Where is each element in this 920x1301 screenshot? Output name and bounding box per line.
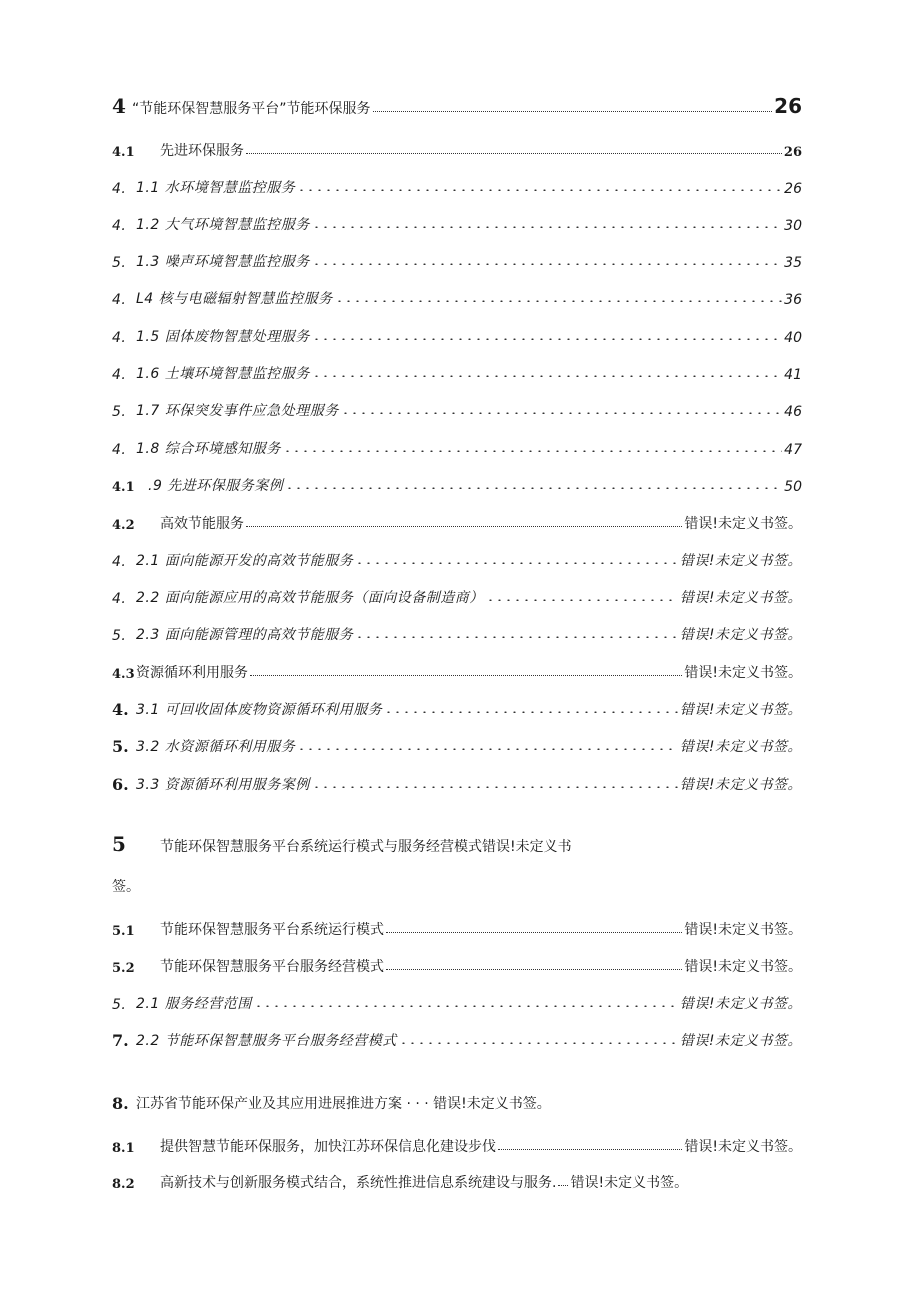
toc-label: 1.6 土壤环境智慧监控服务 bbox=[136, 366, 310, 382]
toc-page-number: 46 bbox=[784, 404, 802, 420]
toc-entry-4-3-3[interactable] bbox=[112, 768, 802, 794]
dot-leader bbox=[250, 675, 682, 676]
toc-number: 4. bbox=[112, 218, 127, 234]
toc-entry-4-1[interactable] bbox=[112, 134, 802, 160]
toc-entry-4-2[interactable] bbox=[112, 507, 802, 533]
toc-number: 5. bbox=[112, 737, 129, 756]
dot-leader bbox=[384, 711, 678, 713]
dot-leader bbox=[386, 969, 682, 970]
toc-label: 1.1 水环境智慧监控服务 bbox=[136, 180, 296, 196]
dot-leader bbox=[399, 1042, 678, 1044]
toc-entry-4-2-1[interactable] bbox=[112, 544, 802, 570]
toc-label: L4 核与电磁辐射智慧监控服务 bbox=[136, 291, 333, 307]
toc-number: 4 bbox=[112, 94, 126, 118]
toc-page-number: 36 bbox=[784, 292, 802, 308]
dot-leader bbox=[355, 636, 678, 638]
toc-label: 节能环保智慧服务平台系统运行模式与服务经营模式错误!未定义书 bbox=[160, 839, 572, 855]
toc-label: 2.3 面向能源管理的高效节能服务 bbox=[136, 627, 354, 643]
toc-entry-5-2-2[interactable] bbox=[112, 1024, 802, 1050]
toc-entry-4-1-7[interactable] bbox=[112, 394, 802, 420]
dot-leader bbox=[297, 189, 782, 191]
dot-leader bbox=[297, 748, 678, 750]
toc-label: 1.2 大气环境智慧监控服务 bbox=[136, 217, 310, 233]
toc-label: .9 先进环保服务案例 bbox=[148, 478, 284, 494]
dot-leader bbox=[355, 562, 678, 564]
toc-page-error: 错误!未定义书签。 bbox=[679, 777, 802, 793]
toc-label: 2.1 服务经营范围 bbox=[136, 996, 252, 1012]
toc-entry-5-2[interactable] bbox=[112, 950, 802, 976]
dot-leader bbox=[498, 1149, 682, 1150]
toc-page-number: 30 bbox=[784, 218, 802, 234]
toc-page-number: 40 bbox=[784, 330, 802, 346]
dot-leader bbox=[285, 487, 782, 489]
toc-entry-4-2-3[interactable] bbox=[112, 618, 802, 644]
toc-label: 1.3 噪声环境智慧监控服务 bbox=[136, 254, 310, 270]
dot-leader bbox=[312, 786, 678, 788]
dot-leader bbox=[335, 300, 783, 302]
toc-entry-4-1-9[interactable] bbox=[112, 469, 802, 495]
toc-entry-chapter-4[interactable] bbox=[112, 88, 802, 118]
toc-entry-8-1[interactable] bbox=[112, 1130, 802, 1156]
toc-label: 高效节能服务 bbox=[160, 516, 244, 532]
toc-page-number: 26 bbox=[783, 145, 802, 160]
toc-page-error: 错误!未定义书签。 bbox=[679, 627, 802, 643]
toc-page-number: 50 bbox=[784, 479, 802, 495]
toc-page-error: 错误!未定义书签。 bbox=[679, 739, 802, 755]
toc-page-error: 错误!未定义书签。 bbox=[679, 553, 802, 569]
toc-entry-chapter-8[interactable] bbox=[112, 1087, 802, 1113]
toc-entry-4-1-1[interactable] bbox=[112, 171, 802, 197]
toc-page-number: 47 bbox=[784, 442, 802, 458]
toc-number: 5 bbox=[112, 832, 126, 856]
toc-page-number: 41 bbox=[784, 367, 802, 383]
toc-number: 4. bbox=[112, 181, 127, 197]
toc-label: 3.3 资源循环利用服务案例 bbox=[136, 777, 310, 793]
toc-number: 4.2 bbox=[112, 518, 135, 533]
toc-number: 8.1 bbox=[112, 1141, 135, 1156]
dot-leader bbox=[558, 1185, 568, 1186]
toc-number: 4. bbox=[112, 367, 127, 383]
toc-page-error: 错误!未定义书签。 bbox=[684, 516, 802, 532]
dot-leader bbox=[373, 111, 773, 112]
toc-label: “节能环保智慧服务平台”节能环保服务 bbox=[132, 101, 371, 117]
toc-entry-chapter-5[interactable] bbox=[112, 830, 802, 856]
dot-leader bbox=[283, 450, 782, 452]
toc-entry-4-3[interactable] bbox=[112, 656, 802, 682]
toc-page-error: 错误!未定义书签。 bbox=[684, 959, 802, 975]
dot-leader bbox=[341, 412, 782, 414]
toc-label: 提供智慧节能环保服务，加快江苏环保信息化建设步伐 bbox=[160, 1139, 496, 1155]
toc-page-error: 错误!未定义书签。 bbox=[679, 996, 802, 1012]
toc-number: 4. bbox=[112, 591, 127, 607]
toc-number: 4. bbox=[112, 700, 129, 719]
toc-label: 节能环保智慧服务平台服务经营模式 bbox=[160, 959, 384, 975]
toc-entry-4-1-5[interactable] bbox=[112, 320, 802, 346]
toc-page-error: 错误!未定义书签。 bbox=[679, 702, 802, 718]
dot-leader bbox=[312, 263, 782, 265]
toc-label: 先进环保服务 bbox=[160, 143, 244, 159]
toc-entry-4-1-2[interactable] bbox=[112, 208, 802, 234]
toc-label: 资源循环利用服务 bbox=[136, 665, 248, 681]
toc-label: 2.2 面向能源应用的高效节能服务（面向设备制造商） bbox=[136, 590, 484, 606]
toc-number: 7. bbox=[112, 1031, 129, 1050]
toc-number: 4. bbox=[112, 330, 127, 346]
toc-label: 节能环保智慧服务平台系统运行模式 bbox=[160, 922, 384, 938]
toc-label: 3.2 水资源循环利用服务 bbox=[136, 739, 296, 755]
toc-number: 4. bbox=[112, 442, 127, 458]
toc-page-error: 错误!未定义书签。 bbox=[679, 590, 802, 606]
toc-entry-4-3-1[interactable] bbox=[112, 693, 802, 719]
toc-entry-4-3-2[interactable] bbox=[112, 730, 802, 756]
toc-number: 5.1 bbox=[112, 924, 135, 939]
toc-number: 4. bbox=[112, 292, 127, 308]
toc-page-error: 错误!未定义书签。 bbox=[679, 1033, 802, 1049]
toc-entry-4-2-2[interactable] bbox=[112, 581, 802, 607]
toc-label: 高新技术与创新服务模式结合，系统性推进信息系统建设与服务. bbox=[160, 1175, 557, 1191]
toc-entry-4-1-4[interactable] bbox=[112, 282, 802, 308]
toc-entry-4-1-6[interactable] bbox=[112, 357, 802, 383]
toc-number: 5. bbox=[112, 255, 127, 271]
toc-number: 5. bbox=[112, 404, 127, 420]
toc-number: 6. bbox=[112, 775, 129, 794]
toc-number: 4.1 bbox=[112, 145, 135, 160]
dot-leader bbox=[246, 153, 782, 154]
toc-page-error: 错误!未定义书签。 bbox=[684, 922, 802, 938]
toc-number: 5.2 bbox=[112, 961, 135, 976]
dot-leader bbox=[254, 1005, 678, 1007]
toc-label: 3.1 可回收固体废物资源循环利用服务 bbox=[136, 702, 383, 718]
toc-entry-4-1-3[interactable] bbox=[112, 245, 802, 271]
toc-label: 2.2 节能环保智慧服务平台服务经营模式 bbox=[136, 1033, 397, 1049]
toc-entry-4-1-8[interactable] bbox=[112, 432, 802, 458]
toc-label-continuation: 签。 bbox=[112, 879, 140, 895]
toc-number: 4.1 bbox=[112, 480, 135, 495]
toc-number: 4. bbox=[112, 554, 127, 570]
toc-label: 2.1 面向能源开发的高效节能服务 bbox=[136, 553, 354, 569]
dot-leader bbox=[486, 599, 678, 601]
toc-label: 江苏省节能环保产业及其应用进展推进方案 · · · 错误!未定义书签。 bbox=[136, 1096, 551, 1112]
toc-number: 5. bbox=[112, 997, 127, 1013]
toc-label: 1.8 综合环境感知服务 bbox=[136, 441, 281, 457]
toc-entry-8-2[interactable] bbox=[112, 1166, 742, 1192]
toc-entry-5-1[interactable] bbox=[112, 913, 802, 939]
dot-leader bbox=[386, 932, 682, 933]
toc-page-number: 26 bbox=[784, 181, 802, 197]
toc-page-error: 错误!未定义书签。 bbox=[570, 1175, 689, 1191]
toc-page-number: 26 bbox=[774, 94, 802, 118]
dot-leader bbox=[312, 226, 782, 228]
toc-number: 8. bbox=[112, 1094, 129, 1113]
toc-page-number: 35 bbox=[784, 255, 802, 271]
toc-label: 1.7 环保突发事件应急处理服务 bbox=[136, 403, 339, 419]
toc-number: 8.2 bbox=[112, 1177, 135, 1192]
toc-page-error: 错误!未定义书签。 bbox=[684, 665, 802, 681]
toc-number: 4.3 bbox=[112, 667, 135, 682]
dot-leader bbox=[312, 375, 782, 377]
dot-leader bbox=[246, 526, 682, 527]
toc-entry-5-2-1[interactable] bbox=[112, 987, 802, 1013]
toc-label: 1.5 固体废物智慧处理服务 bbox=[136, 329, 310, 345]
toc-number: 5. bbox=[112, 628, 127, 644]
toc-page-error: 错误!未定义书签。 bbox=[684, 1139, 802, 1155]
dot-leader bbox=[312, 338, 782, 340]
